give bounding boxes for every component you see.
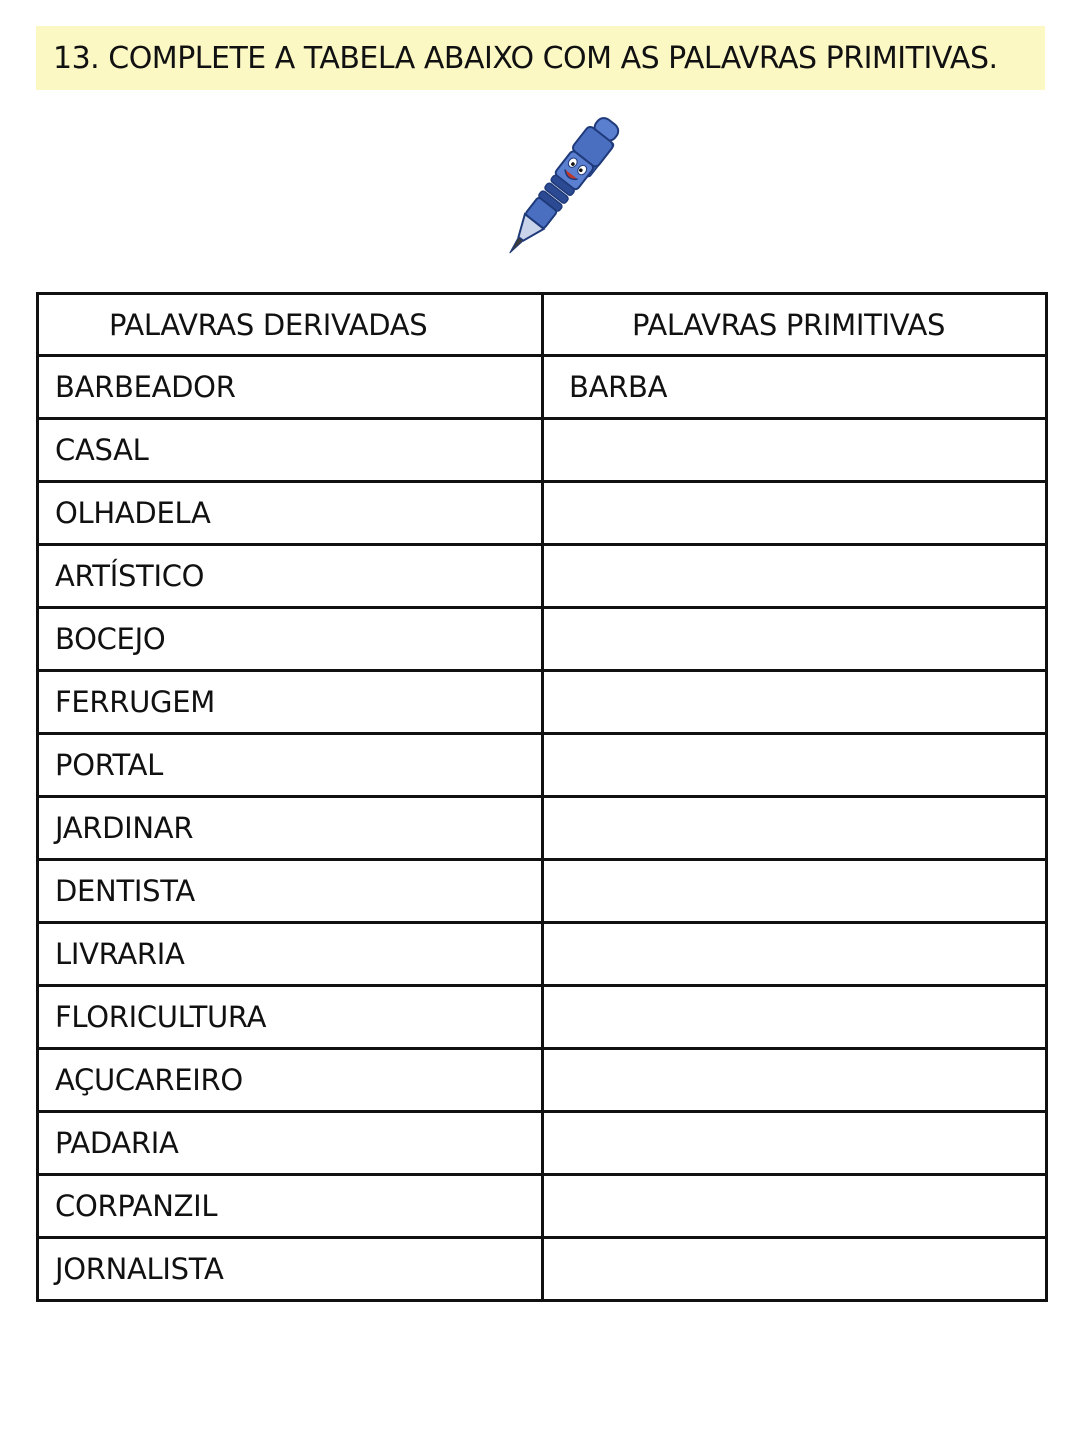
derived-word-cell: FLORICULTURA — [38, 986, 543, 1049]
derived-word-cell: PORTAL — [38, 734, 543, 797]
derived-word-cell: CORPANZIL — [38, 1175, 543, 1238]
derived-word-cell: BOCEJO — [38, 608, 543, 671]
instruction-text: 13. COMPLETE A TABELA ABAIXO COM AS PALAVRAS PRIMITIVAS. — [53, 40, 998, 76]
primitive-word-cell[interactable] — [543, 1175, 1047, 1238]
table-row — [38, 671, 1047, 734]
table-row — [38, 860, 1047, 923]
table-row — [38, 923, 1047, 986]
header-primitive-words: PALAVRAS PRIMITIVAS — [543, 294, 1047, 356]
derived-word-cell: LIVRARIA — [38, 923, 543, 986]
derived-word-cell: BARBEADOR — [38, 356, 543, 419]
header-derived-words: PALAVRAS DERIVADAS — [38, 294, 543, 356]
primitive-word-cell[interactable] — [543, 608, 1047, 671]
primitive-word-cell[interactable] — [543, 923, 1047, 986]
primitive-word-cell[interactable]: BARBA — [543, 356, 1047, 419]
primitive-word-cell[interactable] — [543, 797, 1047, 860]
table-row — [38, 734, 1047, 797]
table-row — [38, 1112, 1047, 1175]
table-row — [38, 797, 1047, 860]
derived-word-cell: DENTISTA — [38, 860, 543, 923]
table-row — [38, 356, 1047, 419]
primitive-word-cell[interactable] — [543, 545, 1047, 608]
words-table — [36, 292, 1048, 1302]
derived-word-cell: JARDINAR — [38, 797, 543, 860]
table-row — [38, 1049, 1047, 1112]
table-row — [38, 482, 1047, 545]
primitive-word-cell[interactable] — [543, 1238, 1047, 1301]
derived-word-cell: OLHADELA — [38, 482, 543, 545]
primitive-word-cell[interactable] — [543, 1049, 1047, 1112]
primitive-word-cell[interactable] — [543, 986, 1047, 1049]
derived-word-cell: PADARIA — [38, 1112, 543, 1175]
derived-word-cell: AÇUCAREIRO — [38, 1049, 543, 1112]
table-row — [38, 608, 1047, 671]
primitive-word-cell[interactable] — [543, 671, 1047, 734]
derived-word-cell: CASAL — [38, 419, 543, 482]
derived-word-cell: ARTÍSTICO — [38, 545, 543, 608]
primitive-word-cell[interactable] — [543, 1112, 1047, 1175]
table-row — [38, 1175, 1047, 1238]
primitive-word-cell[interactable] — [543, 734, 1047, 797]
pencil-illustration — [483, 102, 635, 278]
cartoon-pencil-icon — [483, 102, 635, 278]
derived-word-cell: FERRUGEM — [38, 671, 543, 734]
primitive-word-cell[interactable] — [543, 482, 1047, 545]
instruction-banner — [36, 26, 1045, 90]
derived-word-cell: JORNALISTA — [38, 1238, 543, 1301]
table-row — [38, 986, 1047, 1049]
table-header-row — [38, 294, 1047, 356]
primitive-word-cell[interactable] — [543, 419, 1047, 482]
table-row — [38, 545, 1047, 608]
primitive-word-cell[interactable] — [543, 860, 1047, 923]
table-row — [38, 419, 1047, 482]
table-row — [38, 1238, 1047, 1301]
